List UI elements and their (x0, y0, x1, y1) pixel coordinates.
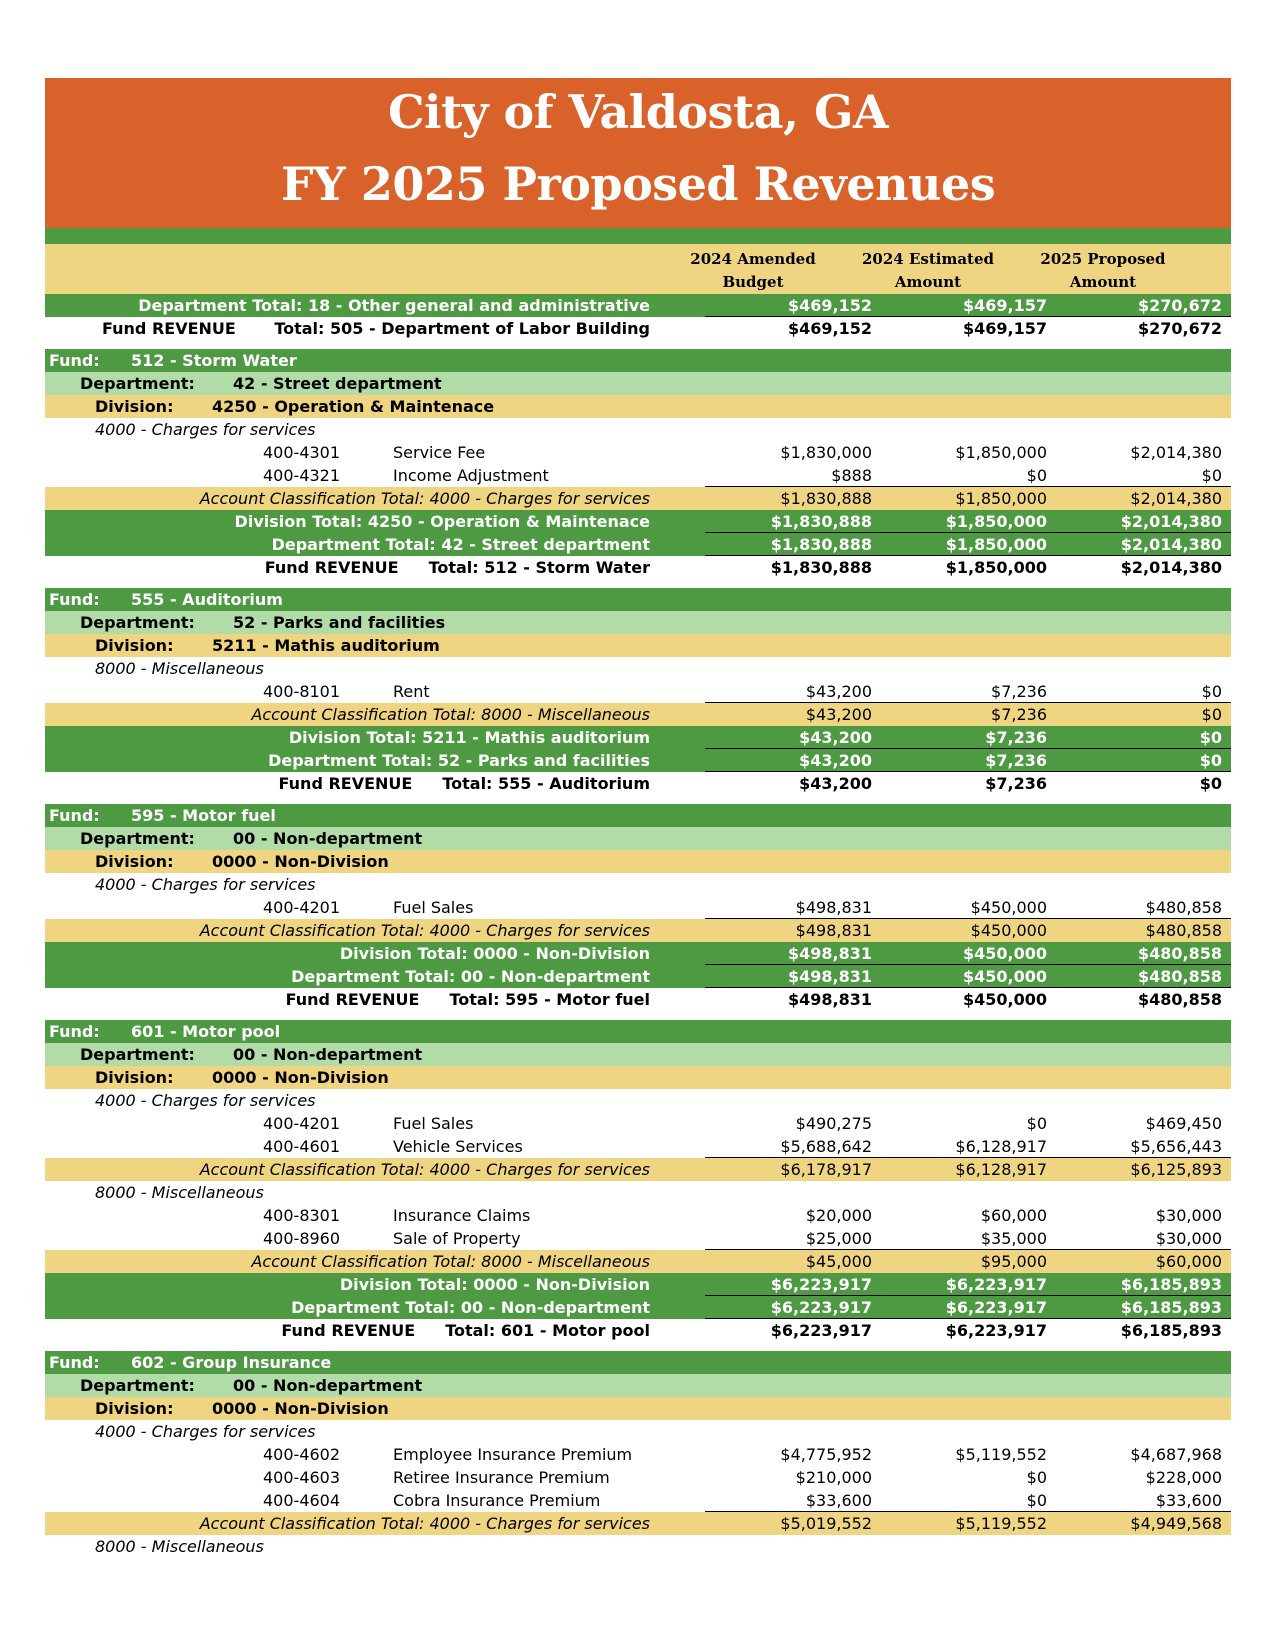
amended-value: $43,200 (799, 774, 872, 793)
proposed-value: $270,672 (1137, 296, 1222, 315)
account-number: 400-8960 (263, 1229, 341, 1248)
proposed-value: $5,656,443 (1130, 1137, 1222, 1156)
amended-value: $498,831 (795, 898, 872, 917)
col-header-proposed-amount: 2025 Proposed Amount (1040, 250, 1166, 291)
classification-total-row (45, 487, 1231, 510)
row-label: Account Classification Total: 4000 - Charges for services (199, 1514, 650, 1533)
classification-total-row (45, 919, 1231, 942)
row-label: Account Classification Total: 4000 - Charges for services (199, 1160, 650, 1179)
row-label: Account Classification Total: 8000 - Miscellaneous (251, 705, 650, 724)
row-label: Department Total: 00 - Non-department (291, 1298, 650, 1317)
department-header-row (45, 611, 1231, 634)
row-label: Total: 555 - Auditorium (442, 774, 650, 793)
division-header-row (45, 395, 1231, 418)
amended-value: $1,830,888 (770, 558, 872, 577)
report-title: City of Valdosta, GA (387, 85, 889, 139)
top-fund-total-row (45, 317, 1231, 340)
row-label: Total: 595 - Motor fuel (449, 990, 650, 1009)
classification-row (45, 1181, 1231, 1204)
classification-label: 4000 - Charges for services (95, 1422, 316, 1441)
division-name: 5211 - Mathis auditorium (212, 636, 440, 655)
spacer (45, 1011, 1231, 1020)
proposed-value: $0 (1201, 682, 1222, 701)
fund-name: 555 - Auditorium (131, 590, 283, 609)
amended-value: $1,830,000 (780, 443, 872, 462)
fund-section (45, 349, 1231, 588)
fund-header-row (45, 804, 1231, 827)
department-header-row (45, 372, 1231, 395)
division-header-row (45, 1066, 1231, 1089)
proposed-value: $0 (1201, 705, 1222, 724)
proposed-value: $2,014,380 (1130, 443, 1222, 462)
division-name: 4250 - Operation & Maintenace (212, 397, 495, 416)
estimated-value: $60,000 (980, 1206, 1047, 1225)
proposed-value: $2,014,380 (1120, 535, 1222, 554)
fund-label: Fund: (49, 590, 100, 609)
account-number: 400-4602 (263, 1445, 341, 1464)
proposed-value: $2,014,380 (1120, 558, 1222, 577)
amended-value: $469,152 (787, 319, 872, 338)
division-header-row (45, 634, 1231, 657)
line-item-row (45, 1466, 1231, 1489)
estimated-value: $7,236 (991, 705, 1047, 724)
account-number: 400-4201 (263, 898, 341, 917)
amended-value: $20,000 (805, 1206, 872, 1225)
amended-value: $5,688,642 (780, 1137, 872, 1156)
line-item-row (45, 1227, 1231, 1250)
fund-header-row (45, 1020, 1231, 1043)
estimated-value: $35,000 (980, 1229, 1047, 1248)
fund-name: 512 - Storm Water (131, 351, 297, 370)
amended-value: $43,200 (799, 728, 872, 747)
classification-total-row (45, 1158, 1231, 1181)
account-description: Service Fee (393, 443, 486, 462)
estimated-value: $450,000 (962, 944, 1047, 963)
department-name: 52 - Parks and facilities (233, 613, 446, 632)
division-name: 0000 - Non-Division (212, 1399, 389, 1418)
classification-row (45, 1535, 1231, 1558)
line-item-row (45, 1489, 1231, 1512)
department-name: 00 - Non-department (233, 1045, 423, 1064)
line-item-row (45, 1204, 1231, 1227)
estimated-value: $450,000 (962, 990, 1047, 1009)
fund-revenue-prefix: Fund REVENUE (281, 1321, 416, 1340)
estimated-value: $7,236 (985, 774, 1047, 793)
estimated-value: $450,000 (970, 921, 1047, 940)
spacer (45, 340, 1231, 349)
row-label: Division Total: 5211 - Mathis auditorium (288, 728, 650, 747)
account-description: Rent (393, 682, 430, 701)
division-total-row (45, 726, 1231, 749)
proposed-value: $4,687,968 (1130, 1445, 1222, 1464)
proposed-value: $6,185,893 (1120, 1275, 1222, 1294)
amended-value: $210,000 (795, 1468, 872, 1487)
fund-total-row (45, 556, 1231, 579)
department-name: 00 - Non-department (233, 1376, 423, 1395)
estimated-value: $95,000 (980, 1252, 1047, 1271)
account-description: Income Adjustment (393, 466, 549, 485)
column-header-row (45, 244, 1231, 294)
estimated-value: $5,119,552 (955, 1445, 1047, 1464)
estimated-value: $1,850,000 (955, 443, 1047, 462)
proposed-value: $228,000 (1145, 1468, 1222, 1487)
line-item-row (45, 1443, 1231, 1466)
row-label: Account Classification Total: 4000 - Charges for services (199, 921, 650, 940)
proposed-value: $6,125,893 (1130, 1160, 1222, 1179)
account-number: 400-4601 (263, 1137, 341, 1156)
estimated-value: $6,223,917 (945, 1321, 1047, 1340)
fund-name: 601 - Motor pool (131, 1022, 281, 1041)
fund-revenue-prefix: Fund REVENUE (264, 558, 399, 577)
proposed-value: $480,858 (1145, 921, 1222, 940)
department-total-row (45, 749, 1231, 772)
account-description: Fuel Sales (393, 1114, 474, 1133)
fund-header-row (45, 349, 1231, 372)
department-header-row (45, 1043, 1231, 1066)
department-header-row (45, 827, 1231, 850)
amended-value: $6,178,917 (780, 1160, 872, 1179)
department-label: Department: (80, 1045, 195, 1064)
proposed-value: $480,858 (1137, 990, 1222, 1009)
line-item-row (45, 464, 1231, 487)
fund-section (45, 588, 1231, 804)
classification-label: 8000 - Miscellaneous (95, 659, 264, 678)
division-header-row (45, 850, 1231, 873)
amended-value: $498,831 (787, 944, 872, 963)
estimated-value: $6,128,917 (955, 1160, 1047, 1179)
fund-sections (45, 349, 1231, 1558)
row-label: Account Classification Total: 8000 - Miscellaneous (251, 1252, 650, 1271)
fund-header-row (45, 1351, 1231, 1374)
fund-revenue-prefix: Fund REVENUE (102, 319, 236, 338)
row-label: Department Total: 42 - Street department (271, 535, 650, 554)
department-header-row (45, 1374, 1231, 1397)
row-label: Department Total: 00 - Non-department (291, 967, 650, 986)
department-label: Department: (80, 829, 195, 848)
classification-label: 4000 - Charges for services (95, 875, 316, 894)
proposed-value: $0 (1199, 774, 1222, 793)
amended-value: $25,000 (805, 1229, 872, 1248)
report-subtitle: FY 2025 Proposed Revenues (280, 157, 996, 211)
estimated-value: $450,000 (970, 898, 1047, 917)
amended-value: $43,200 (799, 751, 872, 770)
proposed-value: $6,185,893 (1120, 1321, 1222, 1340)
proposed-value: $30,000 (1155, 1229, 1222, 1248)
row-label: Total: 505 - Department of Labor Building (274, 319, 650, 338)
line-item-row (45, 1135, 1231, 1158)
division-name: 0000 - Non-Division (212, 1068, 389, 1087)
line-item-row (45, 896, 1231, 919)
proposed-value: $469,450 (1145, 1114, 1222, 1133)
line-item-row (45, 1112, 1231, 1135)
proposed-value: $480,858 (1145, 898, 1222, 917)
row-label: Division Total: 4250 - Operation & Maintenace (234, 512, 650, 531)
fund-total-row (45, 1319, 1231, 1342)
classification-total-row (45, 1512, 1231, 1535)
fund-section (45, 804, 1231, 1020)
estimated-value: $0 (1026, 466, 1047, 485)
amended-value: $5,019,552 (780, 1514, 872, 1533)
fund-label: Fund: (49, 1353, 100, 1372)
amended-value: $888 (831, 466, 872, 485)
division-label: Division: (95, 852, 174, 871)
estimated-value: $469,157 (962, 319, 1047, 338)
account-description: Insurance Claims (393, 1206, 531, 1225)
fund-label: Fund: (49, 806, 100, 825)
amended-value: $4,775,952 (780, 1445, 872, 1464)
proposed-value: $0 (1199, 751, 1222, 770)
estimated-value: $469,157 (962, 296, 1047, 315)
estimated-value: $1,850,000 (945, 512, 1047, 531)
account-number: 400-4321 (263, 466, 341, 485)
department-total-row (45, 965, 1231, 988)
spacer (45, 579, 1231, 588)
proposed-value: $270,672 (1137, 319, 1222, 338)
spacer (45, 1342, 1231, 1351)
classification-label: 4000 - Charges for services (95, 1091, 316, 1110)
estimated-value: $1,850,000 (945, 535, 1047, 554)
account-description: Employee Insurance Premium (393, 1445, 633, 1464)
estimated-value: $7,236 (991, 682, 1047, 701)
division-label: Division: (95, 397, 174, 416)
fund-revenue-prefix: Fund REVENUE (285, 990, 420, 1009)
division-total-row (45, 1273, 1231, 1296)
spacer (45, 795, 1231, 804)
department-name: 00 - Non-department (233, 829, 423, 848)
proposed-value: $480,858 (1137, 967, 1222, 986)
amended-value: $6,223,917 (770, 1275, 872, 1294)
amended-value: $498,831 (795, 921, 872, 940)
estimated-value: $1,850,000 (945, 558, 1047, 577)
account-number: 400-4301 (263, 443, 341, 462)
division-name: 0000 - Non-Division (212, 852, 389, 871)
estimated-value: $6,223,917 (945, 1298, 1047, 1317)
department-label: Department: (80, 374, 195, 393)
line-item-row (45, 680, 1231, 703)
amended-value: $469,152 (787, 296, 872, 315)
fund-revenue-prefix: Fund REVENUE (278, 774, 413, 793)
division-label: Division: (95, 636, 174, 655)
fund-section (45, 1020, 1231, 1351)
classification-total-row (45, 703, 1231, 726)
amended-value: $6,223,917 (770, 1321, 872, 1340)
amended-value: $6,223,917 (770, 1298, 872, 1317)
row-label: Division Total: 0000 - Non-Division (339, 1275, 650, 1294)
proposed-value: $0 (1201, 466, 1222, 485)
estimated-value: $1,850,000 (955, 489, 1047, 508)
department-total-row (45, 533, 1231, 556)
fund-total-row (45, 988, 1231, 1011)
fund-name: 602 - Group Insurance (131, 1353, 332, 1372)
department-label: Department: (80, 1376, 195, 1395)
estimated-value: $6,128,917 (955, 1137, 1047, 1156)
proposed-value: $30,000 (1155, 1206, 1222, 1225)
row-label: Division Total: 0000 - Non-Division (339, 944, 650, 963)
classification-label: 4000 - Charges for services (95, 420, 316, 439)
department-name: 42 - Street department (233, 374, 442, 393)
estimated-value: $0 (1026, 1468, 1047, 1487)
amended-value: $33,600 (805, 1491, 872, 1510)
row-label: Account Classification Total: 4000 - Charges for services (199, 489, 650, 508)
estimated-value: $6,223,917 (945, 1275, 1047, 1294)
estimated-value: $7,236 (985, 728, 1047, 747)
fund-section (45, 1351, 1231, 1558)
classification-row (45, 418, 1231, 441)
amended-value: $498,831 (787, 990, 872, 1009)
proposed-value: $6,185,893 (1120, 1298, 1222, 1317)
amended-value: $1,830,888 (770, 512, 872, 531)
division-total-row (45, 510, 1231, 533)
estimated-value: $5,119,552 (955, 1514, 1047, 1533)
proposed-value: $60,000 (1155, 1252, 1222, 1271)
report-page (45, 78, 1231, 1558)
fund-label: Fund: (49, 1022, 100, 1041)
division-total-row (45, 942, 1231, 965)
account-number: 400-8301 (263, 1206, 341, 1225)
fund-header-row (45, 588, 1231, 611)
amended-value: $1,830,888 (780, 489, 872, 508)
col-header-amended-budget: 2024 Amended Budget (690, 250, 816, 291)
estimated-value: $0 (1026, 1114, 1047, 1133)
proposed-value: $0 (1199, 728, 1222, 747)
account-number: 400-4201 (263, 1114, 341, 1133)
row-label: Department Total: 52 - Parks and facilities (268, 751, 650, 770)
division-label: Division: (95, 1399, 174, 1418)
account-description: Retiree Insurance Premium (393, 1468, 610, 1487)
division-label: Division: (95, 1068, 174, 1087)
account-description: Fuel Sales (393, 898, 474, 917)
estimated-value: $7,236 (985, 751, 1047, 770)
classification-row (45, 1420, 1231, 1443)
amended-value: $498,831 (787, 967, 872, 986)
estimated-value: $450,000 (962, 967, 1047, 986)
estimated-value: $0 (1026, 1491, 1047, 1510)
classification-total-row (45, 1250, 1231, 1273)
classification-label: 8000 - Miscellaneous (95, 1183, 264, 1202)
account-number: 400-4604 (263, 1491, 341, 1510)
department-total-row (45, 1296, 1231, 1319)
row-label: Total: 512 - Storm Water (428, 558, 650, 577)
account-description: Vehicle Services (393, 1137, 523, 1156)
proposed-value: $2,014,380 (1130, 489, 1222, 508)
account-number: 400-8101 (263, 682, 341, 701)
classification-row (45, 873, 1231, 896)
division-header-row (45, 1397, 1231, 1420)
account-description: Cobra Insurance Premium (393, 1491, 601, 1510)
row-label: Department Total: 18 - Other general and administrative (138, 296, 650, 315)
proposed-value: $33,600 (1155, 1491, 1222, 1510)
fund-label: Fund: (49, 351, 100, 370)
classification-row (45, 657, 1231, 680)
amended-value: $1,830,888 (770, 535, 872, 554)
line-item-row (45, 441, 1231, 464)
proposed-value: $480,858 (1137, 944, 1222, 963)
col-header-estimated-amount: 2024 Estimated Amount (861, 250, 995, 291)
proposed-value: $4,949,568 (1130, 1514, 1222, 1533)
classification-row (45, 1089, 1231, 1112)
account-number: 400-4603 (263, 1468, 341, 1487)
row-label: Total: 601 - Motor pool (445, 1321, 650, 1340)
fund-name: 595 - Motor fuel (131, 806, 276, 825)
amended-value: $43,200 (805, 682, 872, 701)
department-label: Department: (80, 613, 195, 632)
top-department-total-row (45, 294, 1231, 317)
banner-divider (45, 228, 1231, 244)
report-banner (45, 78, 1231, 228)
proposed-value: $2,014,380 (1120, 512, 1222, 531)
classification-label: 8000 - Miscellaneous (95, 1537, 264, 1556)
amended-value: $43,200 (805, 705, 872, 724)
account-description: Sale of Property (393, 1229, 521, 1248)
amended-value: $45,000 (805, 1252, 872, 1271)
amended-value: $490,275 (795, 1114, 872, 1133)
fund-total-row (45, 772, 1231, 795)
